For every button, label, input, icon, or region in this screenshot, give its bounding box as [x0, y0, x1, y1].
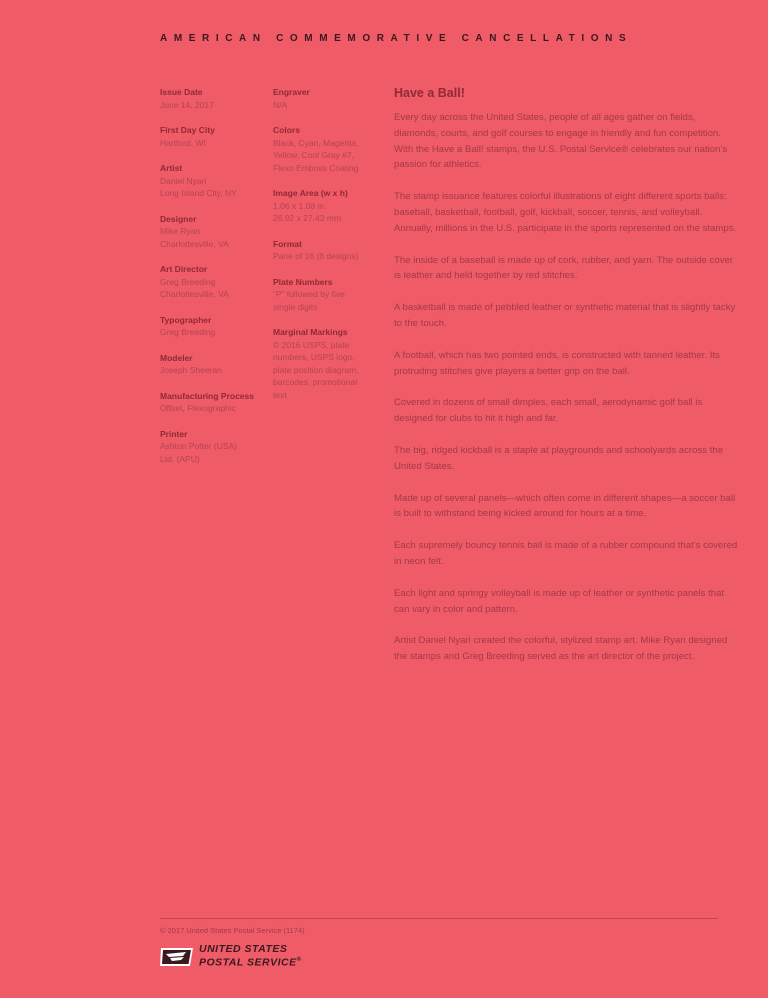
- detail-label: Plate Numbers: [273, 276, 333, 287]
- body-paragraph: Artist Daniel Nyari created the colorful, stylized stamp art. Mike Ryan designed the stamps and Greg Breeding served as the art director of the project.: [394, 635, 728, 663]
- detail-label: Designer: [160, 213, 197, 224]
- detail-field: [160, 263, 265, 301]
- footer-divider: [160, 918, 718, 919]
- body-paragraph: A football, which has two pointed ends, is constructed with tanned leather. Its protruding stitches give players a better grip on the ball.: [394, 349, 720, 377]
- detail-field: [273, 276, 371, 314]
- detail-label: Art Director: [160, 264, 208, 274]
- body-paragraph: Every day across the United States, people of all ages gather on fields, diamonds, courts, and golf courses to engage in friendly and fun competition. With the Have a Ball! stamps, the U.S. Postal Service® celebrates our nation’s passion for athletics.: [394, 112, 728, 171]
- detail-label: Manufacturing Process: [160, 390, 254, 401]
- detail-label: Marginal Markings: [273, 327, 348, 337]
- detail-value: Offset, Flexographic: [160, 403, 236, 413]
- detail-label: Engraver: [273, 87, 310, 97]
- detail-field: [160, 390, 265, 415]
- detail-value: © 2016 USPS, plate numbers, USPS logo, plate position diagram, barcodes, promotional text: [273, 339, 359, 400]
- main-content: [394, 86, 739, 681]
- body-paragraph: The inside of a baseball is made up of cork, rubber, and yarn. The outside cover is leather and held together by red stitches.: [394, 254, 733, 282]
- detail-field: [160, 86, 265, 111]
- registered-mark: ®: [296, 957, 302, 963]
- detail-label: Issue Date: [160, 87, 203, 97]
- body-paragraph: Each light and springy volleyball is made up of leather or synthetic panels that can vary in color and pattern.: [394, 587, 725, 615]
- body-paragraph: Made up of several panels—which often come in different shapes—a soccer ball is built to withstand being kicked around for hours at a time.: [394, 492, 736, 520]
- main-title: Have a Ball!: [394, 86, 465, 100]
- detail-label: Colors: [273, 125, 300, 135]
- detail-value: Greg Breeding Charlottesville, VA: [160, 276, 229, 299]
- usps-eagle-icon: [160, 945, 194, 967]
- body-paragraph: The stamp issuance features colorful illustrations of eight different sports balls: baseball, basketball, football, golf, kickball, soccer, tennis, and volleyball. Annually, millions in the U.S. participate in the sports represented on the stamps.: [394, 191, 737, 234]
- detail-field: [273, 326, 371, 401]
- detail-label: Image Area (w x h): [273, 188, 348, 198]
- details-left-column: [160, 86, 265, 478]
- details-right-column: [273, 86, 371, 414]
- logo-line-1: UNITED STATES: [199, 943, 288, 955]
- body-paragraph: Covered in dozens of small dimples, each small, aerodynamic golf ball is designed for clubs to hit it high and far.: [394, 397, 703, 425]
- detail-label: First Day City: [160, 125, 215, 135]
- detail-value: June 14, 2017: [160, 99, 214, 110]
- detail-label: Modeler: [160, 352, 193, 363]
- usps-logo: [160, 944, 302, 969]
- page-header: AMERICAN COMMEMORATIVE CANCELLATIONS: [160, 33, 633, 44]
- detail-value: 1.06 x 1.08 in. 26.92 x 27.43 mm: [273, 200, 342, 223]
- detail-field: [160, 124, 265, 149]
- detail-label: Artist: [160, 163, 183, 173]
- detail-value: Pane of 16 (8 designs): [273, 251, 359, 261]
- copyright-text: © 2017 United States Postal Service (1174): [160, 926, 305, 935]
- detail-value: Mike Ryan Charlottesville, VA: [160, 226, 229, 249]
- detail-field: [273, 187, 371, 225]
- detail-label: Printer: [160, 428, 188, 439]
- detail-value: Ashton Potter (USA) Ltd. (APU): [160, 441, 238, 464]
- detail-value: Hartford, WI: [160, 137, 206, 148]
- detail-value: Greg Breeding: [160, 327, 216, 337]
- body-paragraph: A basketball is made of pebbled leather or synthetic material that is slightly tacky to the touch.: [394, 302, 736, 329]
- detail-field: [160, 352, 265, 377]
- detail-field: [273, 124, 371, 174]
- detail-value: N/A: [273, 99, 288, 110]
- detail-field: [160, 314, 265, 339]
- detail-value: Black, Cyan, Magenta, Yellow, Cool Gray #7, Flexo Emboss Coating: [273, 137, 359, 173]
- detail-field: [160, 213, 265, 251]
- body-paragraph: The big, ridged kickball is a staple at playgrounds and schoolyards across the United States.: [394, 444, 724, 472]
- body-paragraph: Each supremely bouncy tennis ball is made of a rubber compound that’s covered in neon felt.: [394, 540, 738, 567]
- detail-value: Joseph Sheeran: [160, 365, 222, 375]
- logo-line-2: POSTAL SERVICE: [199, 956, 297, 969]
- detail-label: Typographer: [160, 314, 212, 325]
- detail-field: [160, 162, 265, 200]
- logo-wordmark: [199, 944, 302, 969]
- detail-label: Format: [273, 238, 302, 249]
- detail-field: [160, 428, 265, 466]
- detail-value: “P” followed by five single digits: [273, 289, 345, 312]
- detail-field: [273, 238, 371, 263]
- detail-value: Daniel Nyari Long Island City, NY: [160, 175, 237, 198]
- detail-field: [273, 86, 371, 111]
